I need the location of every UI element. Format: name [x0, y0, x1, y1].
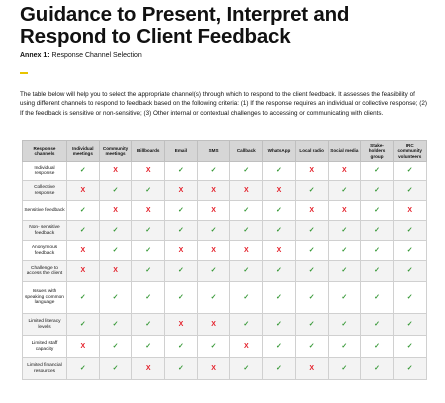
- cross-icon: X: [145, 364, 151, 372]
- table-cell: [295, 221, 328, 241]
- checkmark-icon: ✓: [145, 342, 152, 350]
- checkmark-icon: ✓: [374, 206, 380, 214]
- checkmark-icon: ✓: [276, 293, 282, 301]
- table-cell: [165, 261, 198, 282]
- cross-icon: X: [80, 246, 86, 254]
- cross-icon: X: [211, 320, 216, 328]
- checkmark-icon: ✓: [341, 246, 348, 254]
- table-cell: [263, 261, 296, 282]
- table-cell: [393, 282, 426, 314]
- table-cell: [165, 282, 198, 314]
- cross-icon: X: [407, 206, 413, 214]
- cross-icon: X: [211, 364, 216, 372]
- table-cell: [263, 181, 296, 201]
- column-header: Callback: [230, 141, 263, 162]
- checkmark-icon: ✓: [210, 167, 217, 175]
- table-cell: [132, 181, 165, 201]
- table-cell: [230, 241, 263, 261]
- column-header: WhatsApp: [263, 141, 296, 162]
- table-cell: [295, 261, 328, 282]
- checkmark-icon: ✓: [112, 364, 119, 372]
- cross-icon: X: [211, 206, 216, 214]
- checkmark-icon: ✓: [341, 342, 348, 350]
- column-header: Individual meetings: [67, 141, 100, 162]
- table-cell: [67, 336, 100, 358]
- table-row: [23, 358, 427, 380]
- annex-text: Response Channel Selection: [51, 52, 142, 59]
- checkmark-icon: ✓: [406, 246, 413, 254]
- table-cell: [328, 162, 361, 181]
- table-cell: [361, 181, 394, 201]
- cross-icon: X: [178, 246, 184, 254]
- checkmark-icon: ✓: [308, 246, 315, 254]
- table-cell: [197, 181, 230, 201]
- checkmark-icon: ✓: [177, 206, 184, 214]
- table-row: [23, 314, 427, 336]
- table-cell: [197, 282, 230, 314]
- checkmark-icon: ✓: [341, 293, 348, 301]
- checkmark-icon: ✓: [374, 226, 380, 234]
- table-cell: [263, 314, 296, 336]
- cross-icon: X: [211, 246, 216, 254]
- table-cell: [132, 162, 165, 181]
- table-cell: [230, 358, 263, 380]
- checkmark-icon: ✓: [145, 226, 152, 234]
- table-cell: [132, 241, 165, 261]
- table-cell: [393, 241, 426, 261]
- checkmark-icon: ✓: [276, 342, 282, 350]
- checkmark-icon: ✓: [112, 342, 119, 350]
- checkmark-icon: ✓: [145, 186, 152, 194]
- table-cell: [197, 261, 230, 282]
- table-cell: [295, 314, 328, 336]
- table-cell: [328, 201, 361, 221]
- table-cell: [393, 221, 426, 241]
- table-cell: [230, 314, 263, 336]
- checkmark-icon: ✓: [374, 293, 380, 301]
- table-cell: [197, 221, 230, 241]
- checkmark-icon: ✓: [406, 342, 413, 350]
- checkmark-icon: ✓: [308, 267, 315, 275]
- cross-icon: X: [145, 206, 151, 214]
- column-header: SMS: [197, 141, 230, 162]
- checkmark-icon: ✓: [177, 267, 184, 275]
- table-cell: [197, 241, 230, 261]
- checkmark-icon: ✓: [145, 267, 152, 275]
- table-cell: [361, 314, 394, 336]
- checkmark-icon: ✓: [79, 167, 86, 175]
- table-cell: [263, 201, 296, 221]
- cross-icon: X: [243, 342, 249, 350]
- row-label: Non- sensitive feedback: [23, 221, 67, 241]
- checkmark-icon: ✓: [210, 342, 217, 350]
- table-cell: [328, 358, 361, 380]
- checkmark-icon: ✓: [406, 293, 413, 301]
- cross-icon: X: [309, 206, 314, 214]
- table-cell: [165, 358, 198, 380]
- table-cell: [230, 282, 263, 314]
- table-cell: [393, 181, 426, 201]
- checkmark-icon: ✓: [145, 246, 152, 254]
- checkmark-icon: ✓: [374, 364, 380, 372]
- checkmark-icon: ✓: [308, 293, 315, 301]
- row-label: Challenge to access the client: [23, 261, 67, 282]
- table-cell: [328, 181, 361, 201]
- table-cell: [67, 241, 100, 261]
- checkmark-icon: ✓: [243, 206, 250, 214]
- checkmark-icon: ✓: [79, 206, 86, 214]
- table-cell: [230, 181, 263, 201]
- checkmark-icon: ✓: [276, 364, 282, 372]
- cross-icon: X: [342, 206, 347, 214]
- checkmark-icon: ✓: [276, 267, 282, 275]
- table-cell: [361, 358, 394, 380]
- table-cell: [328, 261, 361, 282]
- checkmark-icon: ✓: [406, 226, 413, 234]
- checkmark-icon: ✓: [308, 342, 315, 350]
- table-row: [23, 261, 427, 282]
- cross-icon: X: [113, 267, 118, 275]
- checkmark-icon: ✓: [341, 320, 348, 328]
- table-cell: [67, 282, 100, 314]
- checkmark-icon: ✓: [406, 167, 413, 175]
- checkmark-icon: ✓: [243, 167, 250, 175]
- table-cell: [295, 358, 328, 380]
- column-header: IRC community volunteers: [393, 141, 426, 162]
- table-cell: [230, 201, 263, 221]
- table-row: [23, 282, 427, 314]
- checkmark-icon: ✓: [243, 364, 250, 372]
- table-cell: [263, 241, 296, 261]
- table-cell: [99, 314, 132, 336]
- channel-selection-table: [22, 140, 427, 380]
- row-label: Limited staff capacity: [23, 336, 67, 358]
- table-cell: [230, 162, 263, 181]
- table-cell: [197, 201, 230, 221]
- checkmark-icon: ✓: [112, 246, 119, 254]
- column-header: Email: [165, 141, 198, 162]
- table-cell: [67, 261, 100, 282]
- table-body: [23, 162, 427, 380]
- checkmark-icon: ✓: [406, 267, 413, 275]
- table-cell: [99, 336, 132, 358]
- table-cell: [263, 336, 296, 358]
- cross-icon: X: [309, 364, 314, 372]
- table-cell: [328, 282, 361, 314]
- table-cell: [67, 201, 100, 221]
- checkmark-icon: ✓: [341, 364, 348, 372]
- table-cell: [99, 162, 132, 181]
- table-cell: [197, 314, 230, 336]
- checkmark-icon: ✓: [243, 320, 250, 328]
- column-header: Local radio: [295, 141, 328, 162]
- cross-icon: X: [80, 342, 86, 350]
- table-header-row: [23, 141, 427, 162]
- annex-subtitle: [20, 52, 142, 59]
- column-header: Social media: [328, 141, 361, 162]
- table-cell: [393, 261, 426, 282]
- table-cell: [67, 314, 100, 336]
- checkmark-icon: ✓: [406, 364, 413, 372]
- checkmark-icon: ✓: [145, 320, 152, 328]
- table-cell: [132, 261, 165, 282]
- table-cell: [99, 358, 132, 380]
- checkmark-icon: ✓: [145, 293, 152, 301]
- table-cell: [361, 221, 394, 241]
- checkmark-icon: ✓: [243, 293, 250, 301]
- table-cell: [263, 221, 296, 241]
- checkmark-icon: ✓: [374, 342, 380, 350]
- table-cell: [165, 241, 198, 261]
- table-cell: [132, 336, 165, 358]
- cross-icon: X: [276, 246, 282, 254]
- table-cell: [197, 358, 230, 380]
- table-cell: [295, 162, 328, 181]
- checkmark-icon: ✓: [112, 226, 119, 234]
- cross-icon: X: [309, 167, 314, 175]
- table-cell: [295, 181, 328, 201]
- checkmark-icon: ✓: [374, 320, 380, 328]
- table-cell: [99, 201, 132, 221]
- table-cell: [361, 201, 394, 221]
- table-cell: [67, 358, 100, 380]
- table-cell: [263, 282, 296, 314]
- checkmark-icon: ✓: [374, 167, 380, 175]
- table-cell: [230, 336, 263, 358]
- checkmark-icon: ✓: [79, 293, 86, 301]
- table-cell: [295, 241, 328, 261]
- table-cell: [197, 162, 230, 181]
- checkmark-icon: ✓: [210, 226, 217, 234]
- cross-icon: X: [145, 167, 151, 175]
- table-row: [23, 336, 427, 358]
- column-header: Community meetings: [99, 141, 132, 162]
- table-cell: [99, 221, 132, 241]
- checkmark-icon: ✓: [177, 342, 184, 350]
- cross-icon: X: [243, 186, 249, 194]
- table-row: [23, 162, 427, 181]
- table-row: [23, 241, 427, 261]
- table-cell: [328, 336, 361, 358]
- checkmark-icon: ✓: [308, 320, 315, 328]
- checkmark-icon: ✓: [177, 226, 184, 234]
- cross-icon: X: [80, 186, 86, 194]
- checkmark-icon: ✓: [243, 226, 250, 234]
- cross-icon: X: [211, 186, 216, 194]
- table-cell: [99, 181, 132, 201]
- table-cell: [361, 282, 394, 314]
- row-label: Limited literacy levels: [23, 314, 67, 336]
- table-cell: [67, 221, 100, 241]
- checkmark-icon: ✓: [210, 293, 217, 301]
- table-cell: [393, 358, 426, 380]
- checkmark-icon: ✓: [112, 320, 119, 328]
- row-label: Individual response: [23, 162, 67, 181]
- table-cell: [197, 336, 230, 358]
- row-label: Anonymous feedback: [23, 241, 67, 261]
- table-cell: [132, 314, 165, 336]
- checkmark-icon: ✓: [210, 267, 217, 275]
- accent-rule: [20, 72, 28, 74]
- table-cell: [295, 282, 328, 314]
- table-cell: [230, 221, 263, 241]
- row-label: Issues with speaking common language: [23, 282, 67, 314]
- cross-icon: X: [80, 267, 86, 275]
- table-cell: [165, 314, 198, 336]
- table-row: [23, 181, 427, 201]
- row-label: Sensitive feedback: [23, 201, 67, 221]
- checkmark-icon: ✓: [308, 186, 315, 194]
- table-cell: [67, 181, 100, 201]
- cross-icon: X: [243, 246, 249, 254]
- checkmark-icon: ✓: [341, 226, 348, 234]
- checkmark-icon: ✓: [276, 206, 282, 214]
- checkmark-icon: ✓: [406, 186, 413, 194]
- column-header: Stake-holders group: [361, 141, 394, 162]
- table-cell: [165, 162, 198, 181]
- table-row: [23, 201, 427, 221]
- table-cell: [165, 181, 198, 201]
- checkmark-icon: ✓: [374, 186, 380, 194]
- checkmark-icon: ✓: [112, 293, 119, 301]
- checkmark-icon: ✓: [79, 320, 86, 328]
- cross-icon: X: [276, 186, 282, 194]
- table-cell: [295, 336, 328, 358]
- checkmark-icon: ✓: [374, 246, 380, 254]
- table-cell: [328, 241, 361, 261]
- checkmark-icon: ✓: [79, 226, 86, 234]
- page-title: Guidance to Present, Interpret and Respond to Client Feedback: [20, 3, 350, 48]
- column-header: Response channels: [23, 141, 67, 162]
- checkmark-icon: ✓: [112, 186, 119, 194]
- table-cell: [393, 314, 426, 336]
- table-cell: [393, 201, 426, 221]
- checkmark-icon: ✓: [177, 364, 184, 372]
- checkmark-icon: ✓: [276, 320, 282, 328]
- table-cell: [393, 162, 426, 181]
- table-cell: [132, 221, 165, 241]
- row-label: Limited financial resources: [23, 358, 67, 380]
- table-cell: [165, 221, 198, 241]
- table-cell: [361, 261, 394, 282]
- checkmark-icon: ✓: [243, 267, 250, 275]
- table-cell: [67, 162, 100, 181]
- table-cell: [99, 261, 132, 282]
- checkmark-icon: ✓: [308, 226, 315, 234]
- table-cell: [165, 336, 198, 358]
- table-cell: [263, 358, 296, 380]
- table-cell: [295, 201, 328, 221]
- checkmark-icon: ✓: [341, 267, 348, 275]
- table-cell: [230, 261, 263, 282]
- table-cell: [263, 162, 296, 181]
- table-cell: [99, 282, 132, 314]
- checkmark-icon: ✓: [341, 186, 348, 194]
- checkmark-icon: ✓: [374, 267, 380, 275]
- cross-icon: X: [113, 167, 118, 175]
- table-cell: [361, 336, 394, 358]
- cross-icon: X: [113, 206, 118, 214]
- checkmark-icon: ✓: [177, 167, 184, 175]
- checkmark-icon: ✓: [177, 293, 184, 301]
- table-cell: [99, 241, 132, 261]
- row-label: Collective response: [23, 181, 67, 201]
- column-header: Billboards: [132, 141, 165, 162]
- checkmark-icon: ✓: [79, 364, 86, 372]
- cross-icon: X: [342, 167, 347, 175]
- table-cell: [361, 241, 394, 261]
- table-cell: [165, 201, 198, 221]
- table-cell: [132, 358, 165, 380]
- checkmark-icon: ✓: [276, 226, 282, 234]
- table-cell: [132, 282, 165, 314]
- table-cell: [361, 162, 394, 181]
- table-cell: [132, 201, 165, 221]
- cross-icon: X: [178, 320, 184, 328]
- cross-icon: X: [178, 186, 184, 194]
- table-cell: [393, 336, 426, 358]
- annex-label: Annex 1:: [20, 52, 50, 59]
- table-cell: [328, 221, 361, 241]
- checkmark-icon: ✓: [406, 320, 413, 328]
- checkmark-icon: ✓: [276, 167, 282, 175]
- table-cell: [328, 314, 361, 336]
- intro-paragraph: The table below will help you to select the appropriate channel(s) through which to respond to the client feedback. It assesses the feasibility of using different channels to respond to feedback based on the following criteria: (1) If the response requires an individual or collective response; (2) If the feedback is sensitive or non-sensitive; (3) Other internal or contextual challenges to accessing or communicating with clients.: [20, 91, 427, 117]
- table-row: [23, 221, 427, 241]
